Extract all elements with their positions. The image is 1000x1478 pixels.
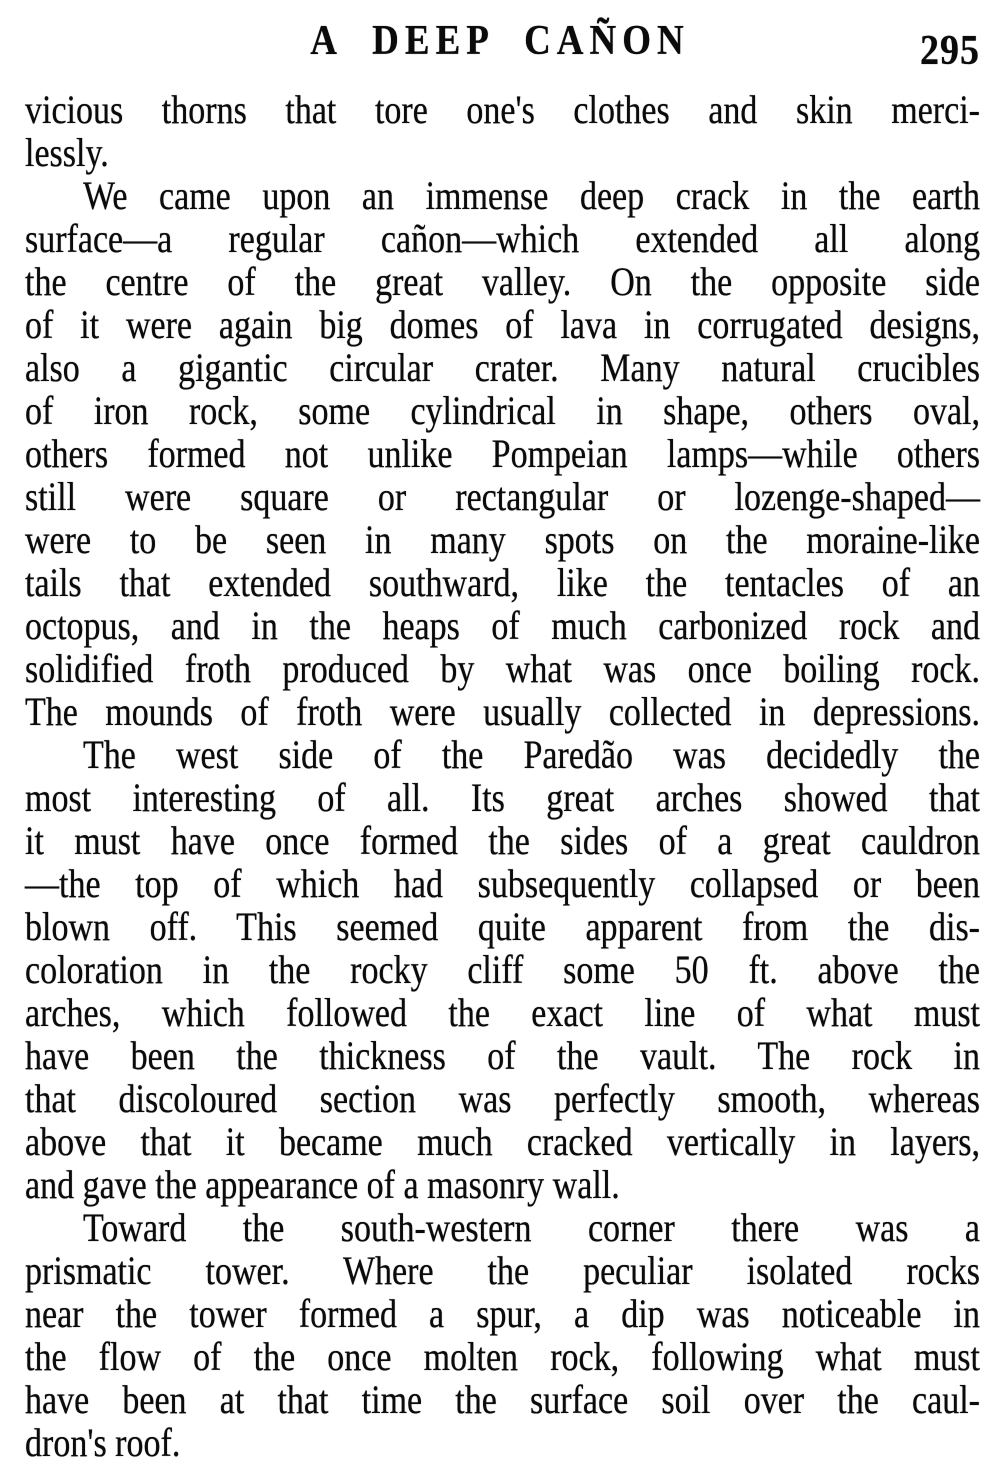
text-line: arches, which followed the exact line of what must [25, 991, 980, 1036]
text-line: also a gigantic circular crater. Many natural crucibles [25, 346, 980, 391]
text-line: lessly. [25, 131, 109, 176]
page-number: 295 [920, 26, 980, 74]
text-line: the flow of the once molten rock, following what must [25, 1335, 980, 1380]
text-line: dron's roof. [25, 1421, 181, 1466]
text-line: most interesting of all. Its great arches showed that [25, 776, 980, 821]
paragraph [25, 735, 980, 1208]
text-line: Toward the south-western corner there was a [83, 1206, 980, 1251]
text-line: The west side of the Paredão was decidedly the [83, 733, 980, 778]
text-line: have been at that time the surface soil over the caul- [25, 1378, 980, 1423]
text-line: —the top of which had subsequently collapsed or been [25, 862, 980, 907]
page-header [0, 17, 1000, 74]
paragraph [25, 90, 980, 176]
text-line: of it were again big domes of lava in corrugated designs, [25, 303, 980, 348]
text-line: above that it became much cracked vertically in layers, [25, 1120, 980, 1165]
text-line: were to be seen in many spots on the moraine-like [25, 518, 980, 563]
text-line: vicious thorns that tore one's clothes and skin merci- [25, 88, 980, 133]
text-line: that discoloured section was perfectly smooth, whereas [25, 1077, 980, 1122]
text-line: solidified froth produced by what was once boiling rock. [25, 647, 980, 692]
text-line: We came upon an immense deep crack in the earth [83, 174, 980, 219]
text-line: and gave the appearance of a masonry wall. [25, 1163, 620, 1208]
text-line: have been the thickness of the vault. The rock in [25, 1034, 980, 1079]
paragraph [25, 176, 980, 735]
text-line: prismatic tower. Where the peculiar isolated rocks [25, 1249, 980, 1294]
body-text [25, 90, 980, 1466]
text-line: coloration in the rocky cliff some 50 ft. above the [25, 948, 980, 993]
text-line: others formed not unlike Pompeian lamps—while others [25, 432, 980, 477]
text-line: it must have once formed the sides of a great cauldron [25, 819, 980, 864]
text-line: of iron rock, some cylindrical in shape, others oval, [25, 389, 980, 434]
text-line: The mounds of froth were usually collected in depressions. [25, 690, 980, 735]
text-line: still were square or rectangular or lozenge-shaped— [25, 475, 980, 520]
text-line: surface—a regular cañon—which extended all along [25, 217, 980, 262]
text-line: near the tower formed a spur, a dip was noticeable in [25, 1292, 980, 1337]
text-line: blown off. This seemed quite apparent from the dis- [25, 905, 980, 950]
chapter-title: A DEEP CAÑON [310, 17, 690, 65]
paragraph [25, 1208, 980, 1466]
text-line: tails that extended southward, like the tentacles of an [25, 561, 980, 606]
text-line: the centre of the great valley. On the opposite side [25, 260, 980, 305]
text-line: octopus, and in the heaps of much carbonized rock and [25, 604, 980, 649]
